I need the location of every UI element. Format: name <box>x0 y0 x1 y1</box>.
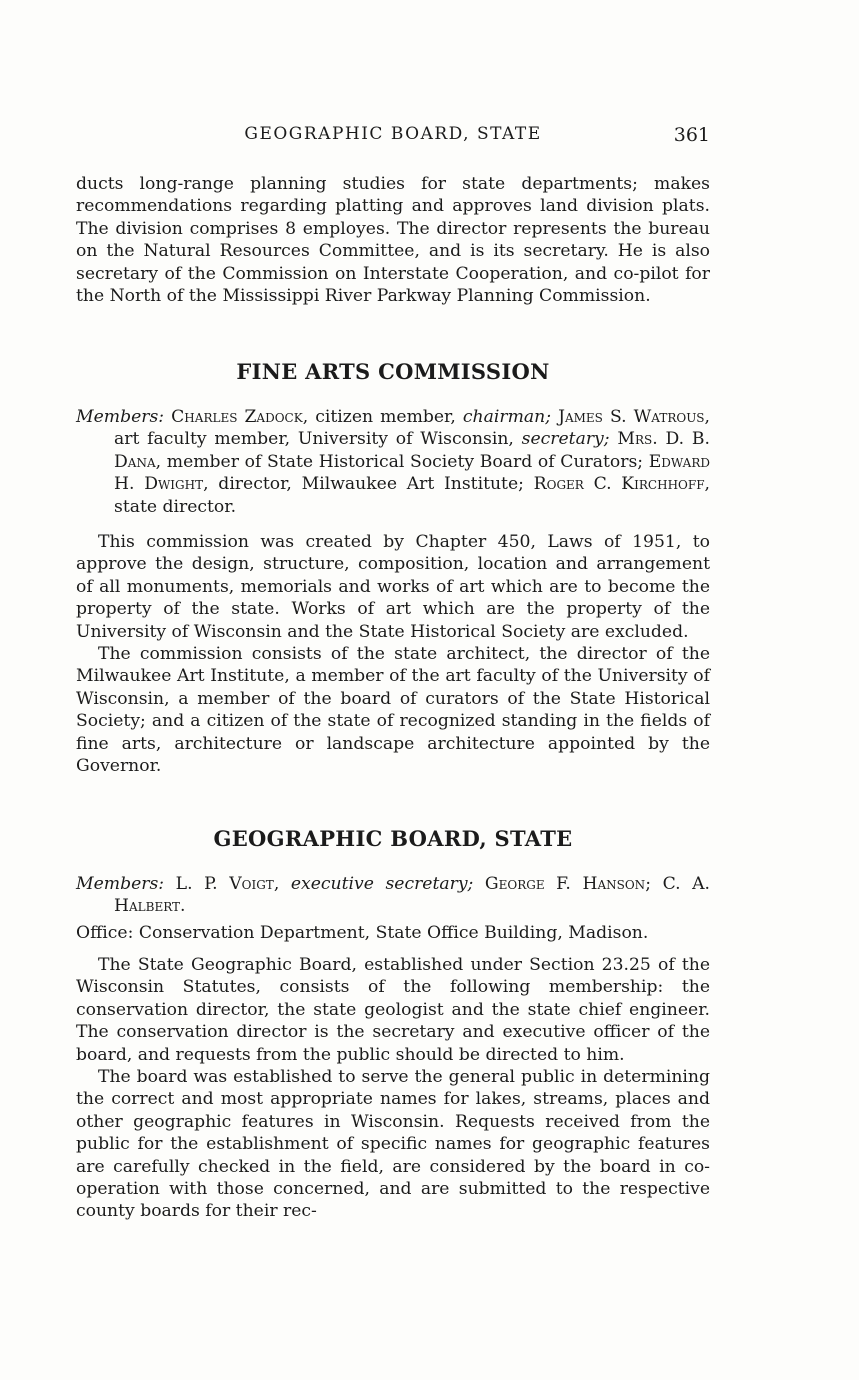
running-head <box>76 124 710 150</box>
member-name: George F. Hanson <box>484 874 646 894</box>
member-sep: ; <box>645 874 663 894</box>
fine-arts-body <box>76 531 710 777</box>
geographic-board-heading: GEOGRAPHIC BOARD, STATE <box>213 826 573 851</box>
member-name: Charles Zadock <box>171 407 303 427</box>
continuation-paragraph <box>76 173 710 307</box>
office-value: Conservation Department, State Office Building, Madison. <box>138 922 649 943</box>
member-name: Mrs. D. B. Dana <box>114 429 710 472</box>
member-role: , state director. <box>114 474 710 517</box>
page-number: 361 <box>673 124 710 146</box>
member-sep: , <box>273 874 291 894</box>
member-role: , art faculty member, University of Wisconsin, <box>114 407 710 450</box>
office-line <box>76 922 710 944</box>
fine-arts-heading: FINE ARTS COMMISSION <box>236 359 550 384</box>
running-title: GEOGRAPHIC BOARD, STATE <box>244 124 542 144</box>
continuation-text: ducts long-range planning studies for state departments; makes recommendations regarding platting and approves land division plats. The division comprises 8 employes. The director represents the bureau on the Natural Resources Committee, and is its secretary. He is also secretary of the Commission on Interstate Cooperation, and co-pilot for the North of the Mississippi River Parkway Planning Commission. <box>76 174 710 307</box>
geographic-board-members-list <box>76 873 710 918</box>
geographic-board-body <box>76 954 710 1223</box>
member-name: James S. Watrous <box>558 407 705 427</box>
member-name: Roger C. Kirchhoff <box>533 474 705 495</box>
members-label: Members: <box>76 874 165 894</box>
member-role: , member of State Historical Society Board of Curators; <box>155 451 649 472</box>
geographic-board-paragraph: The board was established to serve the general public in determining the correct and most appropriate names for lakes, streams, places and other geographic features in Wisconsin. Requests received from the public for the establishment of specific names for geographic features are carefully checked in the field, are considered by the board in co-operation with those concerned, and are submitted to the respective county boards for their rec- <box>76 1067 710 1222</box>
fine-arts-paragraph: This commission was created by Chapter 450, Laws of 1951, to approve the design, structure, composition, location and arrangement of all monuments, memorials and works of art which are to become the property of the state. Works of art which are the property of the University of Wisconsin and the State Historical Society are excluded. <box>76 532 710 642</box>
fine-arts-members <box>76 406 710 518</box>
member-role: , director, Milwaukee Art Institute; <box>203 474 534 495</box>
member-name: C. A. Halbert. <box>114 874 711 917</box>
geographic-board-members <box>76 873 710 944</box>
member-title: secretary; <box>521 429 610 450</box>
member-name: Edward H. Dwight <box>114 451 710 495</box>
member-title: executive secretary; <box>290 874 474 894</box>
office-label: Office: <box>76 922 134 943</box>
fine-arts-paragraph: The commission consists of the state architect, the director of the Milwaukee Art Institute, a member of the art faculty of the University of Wisconsin, a member of the board of curators of the State Historical Society; and a citizen of the state of recognized standing in the fields of fine arts, architecture or landscape architecture appointed by the Governor. <box>76 644 710 777</box>
member-title: chairman; <box>462 407 551 427</box>
fine-arts-members-list <box>76 406 710 518</box>
member-name: L. P. Voigt <box>175 874 274 894</box>
members-label: Members: <box>76 407 165 427</box>
member-role: , citizen member, <box>302 407 463 427</box>
geographic-board-paragraph: The State Geographic Board, established under Section 23.25 of the Wisconsin Statutes, consists of the following membership: the conservation director, the state geologist and the state chief engineer. The conservation director is the secretary and executive officer of the board, and requests from the public should be directed to him. <box>76 955 710 1065</box>
